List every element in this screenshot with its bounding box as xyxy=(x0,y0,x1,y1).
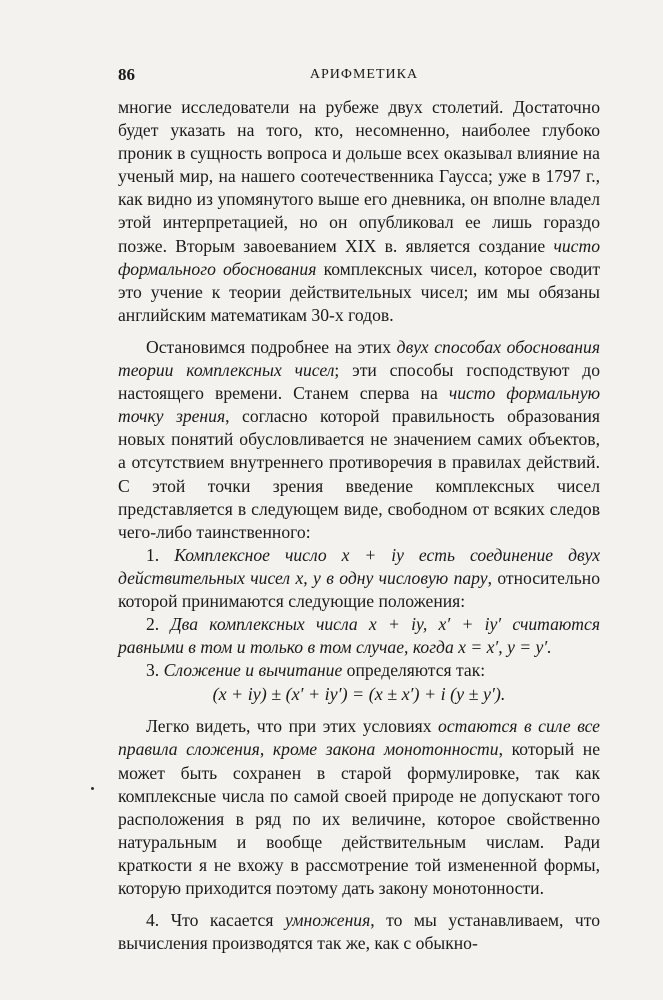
paragraph-2-text-a: Остановимся подробнее на этих xyxy=(146,336,392,357)
list-item-1-emphasis: Комплексное число x + iy есть соединение двух действительных чисел x, y в одну числовую пару xyxy=(118,544,600,588)
addition-formula xyxy=(118,683,600,706)
paragraph-3-emphasis-2: кроме закона монотонности xyxy=(272,739,499,760)
paragraph-2 xyxy=(118,336,600,544)
paragraph-1 xyxy=(118,96,600,327)
list-item-3-tail: определяются так: xyxy=(346,660,486,681)
list-item-3-emphasis: Сложение и вычитание xyxy=(163,660,343,681)
paragraph-2-text-c: , согласно которой правильность образования новых понятий обусловливается не значением самих объектов, а отсутствием внутреннего противоречия в правилах действий. С этой точки зрения введение комплексных чисел представляется в следующем виде, свободном от всяких следов чего-либо таинственного: xyxy=(118,406,600,542)
list-item-4 xyxy=(118,909,600,955)
list-item-1 xyxy=(118,544,600,613)
paragraph-2-text-b: ; эти способы господствуют до настоящего времени. Станем сперва на xyxy=(118,360,600,404)
paragraph-3-emphasis-1: остаются в силе все правила сложения xyxy=(118,716,600,760)
paragraph-1-emphasis: чисто формального обоснования xyxy=(118,235,600,279)
paragraph-1-tail: комплексных чисел, которое сводит это учение к теории действительных чисел; им мы обязаны английским математикам 30-х годов. xyxy=(118,258,601,325)
list-item-1-tail: , относительно которой принимаются следующие положения: xyxy=(118,567,600,611)
list-item-3-number: 3. xyxy=(146,660,160,681)
paragraph-3-text-b: , xyxy=(259,739,265,760)
list-item-1-number: 1. xyxy=(146,544,160,565)
paragraph-3-text-c: , который не может быть сохранен в старой формулировке, так как комплексные числа по самой своей природе не допускают того расположения в ряд по их величине, которое свойственно натуральным и вообще действительным числам. Ради краткости я не вхожу в рассмотрение той измененной формы, которую приходится поэтому дать закону монотонности. xyxy=(118,739,600,898)
list-item-4-number: 4. xyxy=(146,910,160,931)
body-text xyxy=(118,96,600,955)
list-item-2-emphasis: Два комплексных числа x + iy, x′ + iy′ считаются равными в том и только в том случае, когда x = x′, y = y′. xyxy=(118,614,600,658)
paragraph-2-emphasis-2: чисто формальную точку зрения xyxy=(118,383,600,427)
list-item-4-text-b: , то мы устанавливаем, что вычисления производятся так же, как с обыкно- xyxy=(118,910,601,954)
list-item-4-text-a: Что касается xyxy=(170,910,274,931)
page-number: 86 xyxy=(118,65,135,84)
paragraph-3-text-a: Легко видеть, что при этих условиях xyxy=(146,716,432,737)
margin-mark xyxy=(91,787,94,790)
page-header xyxy=(118,62,600,88)
list-item-2 xyxy=(118,613,600,659)
paragraph-3 xyxy=(118,715,600,900)
list-item-2-number: 2. xyxy=(146,614,160,635)
paragraph-2-emphasis-1: двух способах обоснования теории комплексных чисел xyxy=(118,336,600,381)
list-item-3 xyxy=(118,659,600,682)
paragraph-1-text: многие исследователи на рубеже двух столетий. Достаточно будет указать на того, кто, несомненно, наиболее глубоко проник в сущность вопроса и дольше всех оказывал влияние на ученый мир, на нашего соотечественника Гаусса; уже в 1797 г., как видно из упомянутого выше его дневника, он вполне владел этой интерпретацией, но он опубликовал ее лишь гораздо позже. Вторым завоеванием XIX в. является создание xyxy=(118,97,600,256)
list-item-4-emphasis: умножения xyxy=(284,910,371,931)
running-title: АРИФМЕТИКА xyxy=(309,67,419,82)
addition-formula-text: (x + iy) ± (x′ + iy′) = (x ± x′) + i (y ± y′). xyxy=(212,684,506,705)
